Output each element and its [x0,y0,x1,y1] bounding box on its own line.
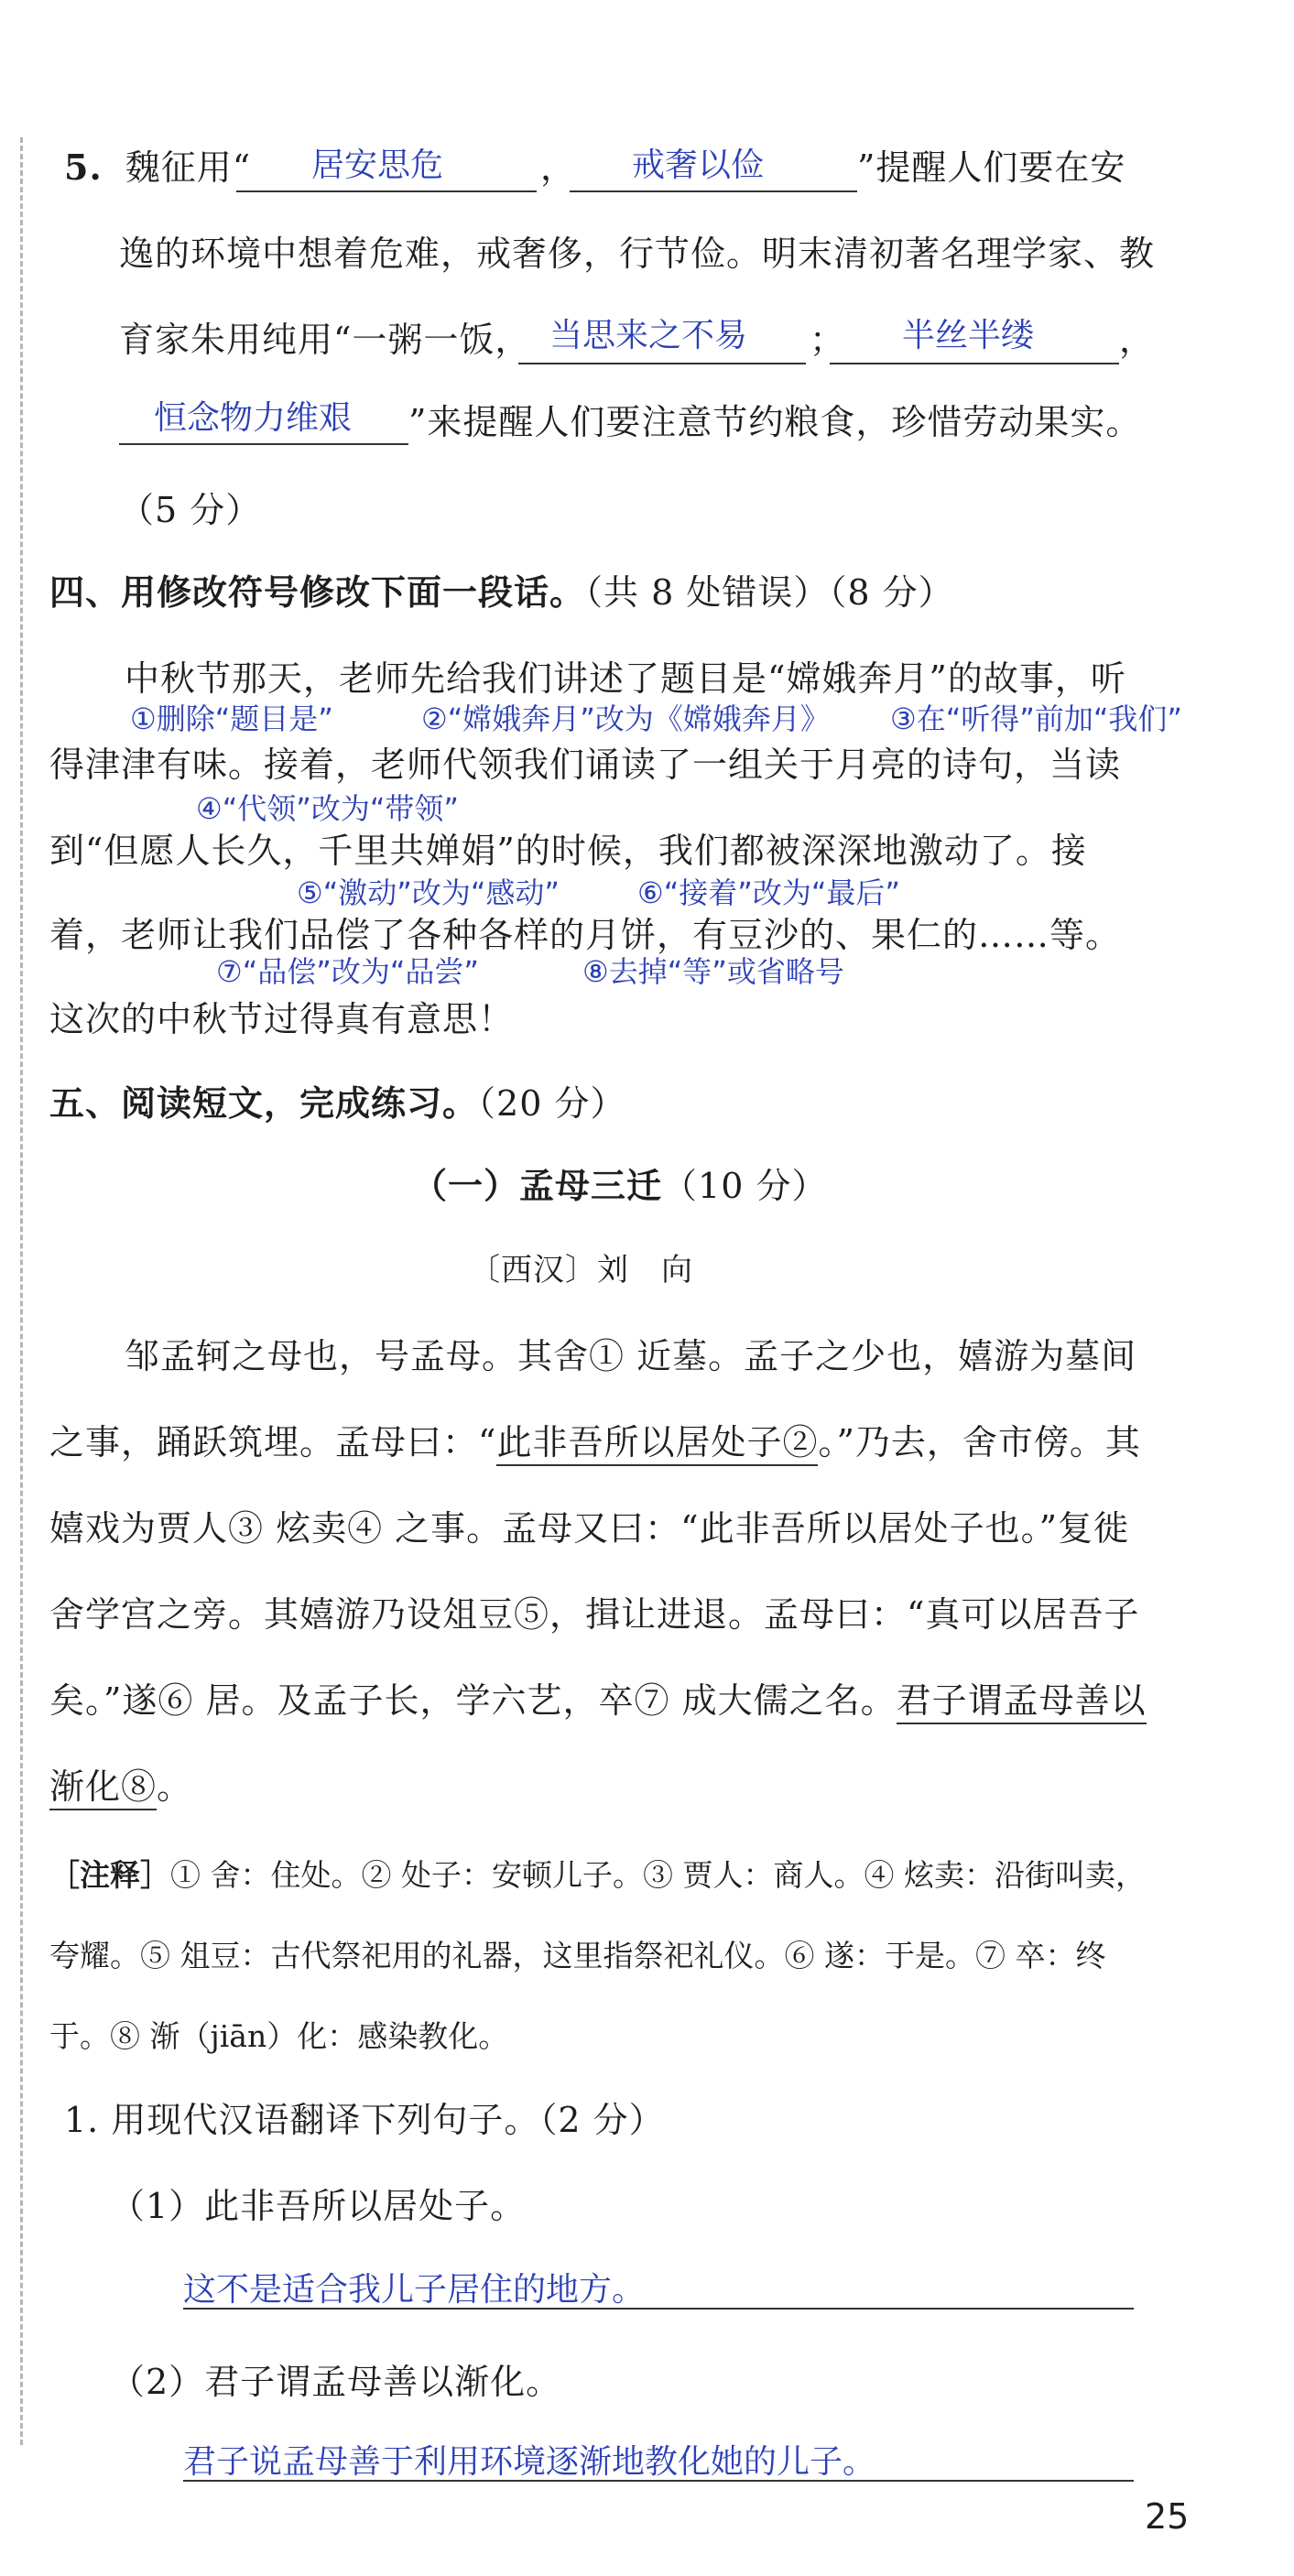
s4-heading [49,570,954,615]
notes-line-2: 夸耀。⑤ 俎豆：古代祭祀用的礼器，这里指祭祀礼仪。⑥ 遂：于是。⑦ 卒：终 [49,1938,1106,1973]
notes-line-1 [49,1855,1146,1896]
q5-blank-1 [236,190,537,192]
passage-line-6 [49,1764,192,1810]
q5-line-3a: 育家朱用纯用“一粥一饭， [119,320,531,360]
page-number: 25 [1145,2496,1190,2537]
q5-sep-2: ； [810,320,846,360]
s4-fix-7: ⑦“品偿”改为“品尝” [216,954,480,989]
q1a-answer-line [183,2308,1134,2310]
q5-answer-5: 恒念物力维艰 [154,399,353,437]
q1a-answer: 这不是适合我儿子居住的地方。 [183,2271,646,2309]
s4-heading-note: （共 8 处错误）（8 分） [585,572,954,613]
q5-text-b: ”提醒人们要在安 [857,147,1126,188]
s4-fix-8: ⑧去掉“等”或省略号 [582,954,844,989]
q5-blank-4 [830,363,1119,364]
passage-title-text: （一）孟母三迁 [412,1165,663,1206]
s4-fix-4: ④“代领”改为“带领” [196,791,460,826]
q5-sep-1: ， [540,147,577,188]
passage-underlined-2: 君子谓孟母善以 [897,1680,1147,1724]
s4-para-line-5: 这次的中秋节过得真有意思！ [49,999,515,1039]
q5-answer-2: 戒奢以俭 [632,147,765,184]
q5-blank-2 [570,190,857,192]
passage-line-6b: 。 [157,1766,193,1807]
notes-label: ［注释］ [49,1857,170,1893]
q5-line-4: ”来提醒人们要注意节约粮食，珍惜劳动果实。 [408,402,1142,442]
s4-fix-3: ③在“听得”前加“我们” [890,701,1183,736]
notes-text-1: ① 舍：住处。② 处子：安顿儿子。③ 贾人：商人。④ 炫卖：沿街叫卖， [170,1857,1146,1893]
q1b-answer: 君子说孟母善于利用环境逐渐地教化她的儿子。 [183,2443,876,2481]
s4-para-line-2: 得津津有味。接着，老师代领我们诵读了一组关于月亮的诗句，当读 [49,745,1122,785]
q5-answer-1: 居安思危 [311,147,444,184]
q1a-prompt: （1）此非吾所以居处子。 [110,2186,527,2226]
q1b-prompt: （2）君子谓孟母善以渐化。 [110,2362,562,2402]
q5-answer-4: 半丝半缕 [902,317,1035,354]
q5-line-1 [64,145,251,190]
q5-end-1: ， [1119,320,1156,360]
q1b-answer-line [183,2480,1134,2482]
notes-line-3: 于。⑧ 渐（jiān）化：感染教化。 [49,2018,509,2054]
q5-line-2: 逸的环境中想着危难，戒奢侈，行节俭。明末清初著名理学家、教 [119,234,1156,274]
passage-author: 〔西汉〕刘 向 [469,1252,693,1288]
passage-line-5 [49,1678,1147,1723]
s4-fix-6: ⑥“接着”改为“最后” [637,875,901,910]
s4-fix-1: ①删除“题目是” [130,701,333,736]
q5-score: （5 分） [119,490,262,530]
passage-line-2b: 。”乃去，舍市傍。其 [818,1422,1141,1462]
s4-para-line-1: 中秋节那天，老师先给我们讲述了题目是“嫦娥奔月”的故事，听 [125,658,1126,699]
s5-heading-score: （20 分） [478,1083,626,1124]
q5-number: 5. [64,147,103,188]
s4-fix-5: ⑤“激动”改为“感动” [297,875,560,910]
q5-blank-5 [119,443,408,445]
s5-heading [49,1081,625,1126]
s4-para-line-4: 着，老师让我们品偿了各种各样的月饼，有豆沙的、果仁的……等。 [49,915,1122,955]
passage-line-4: 舍学宫之旁。其嬉游乃设俎豆⑤，揖让进退。孟母曰：“真可以居吾子 [49,1594,1140,1635]
s5-heading-text: 五、阅读短文，完成练习。 [49,1082,479,1124]
passage-underlined-3: 渐化⑧ [49,1766,157,1810]
s4-para-line-3: 到“但愿人长久，千里共婵娟”的时候，我们都被深深地激动了。接 [49,831,1087,871]
s4-fix-2: ②“嫦娥奔月”改为《嫦娥奔月》 [421,701,830,736]
passage-line-1: 邹孟轲之母也，号孟母。其舍① 近墓。孟子之少也，嬉游为墓间 [125,1336,1137,1376]
passage-underlined-1: 此非吾所以居处子② [496,1422,818,1466]
q5-text-a: 魏征用“ [125,147,252,188]
q5-answer-3: 当思来之不易 [549,317,748,354]
passage-title-score: （10 分） [662,1166,828,1206]
s4-heading-text: 四、用修改符号修改下面一段话。 [49,571,586,613]
binding-margin-line [20,137,23,2445]
passage-line-5a: 矣。”遂⑥ 居。及孟子长，学六艺，卒⑦ 成大儒之名。 [49,1680,897,1721]
q5-blank-3 [518,363,806,364]
passage-title [412,1163,827,1209]
q1-prompt: 1. 用现代汉语翻译下列句子。（2 分） [64,2100,665,2140]
passage-line-2 [49,1419,1141,1465]
passage-line-3: 嬉戏为贾人③ 炫卖④ 之事。孟母又曰：“此非吾所以居处子也。”复徙 [49,1508,1130,1549]
passage-line-2a: 之事，踊跃筑埋。孟母曰：“ [49,1422,497,1462]
